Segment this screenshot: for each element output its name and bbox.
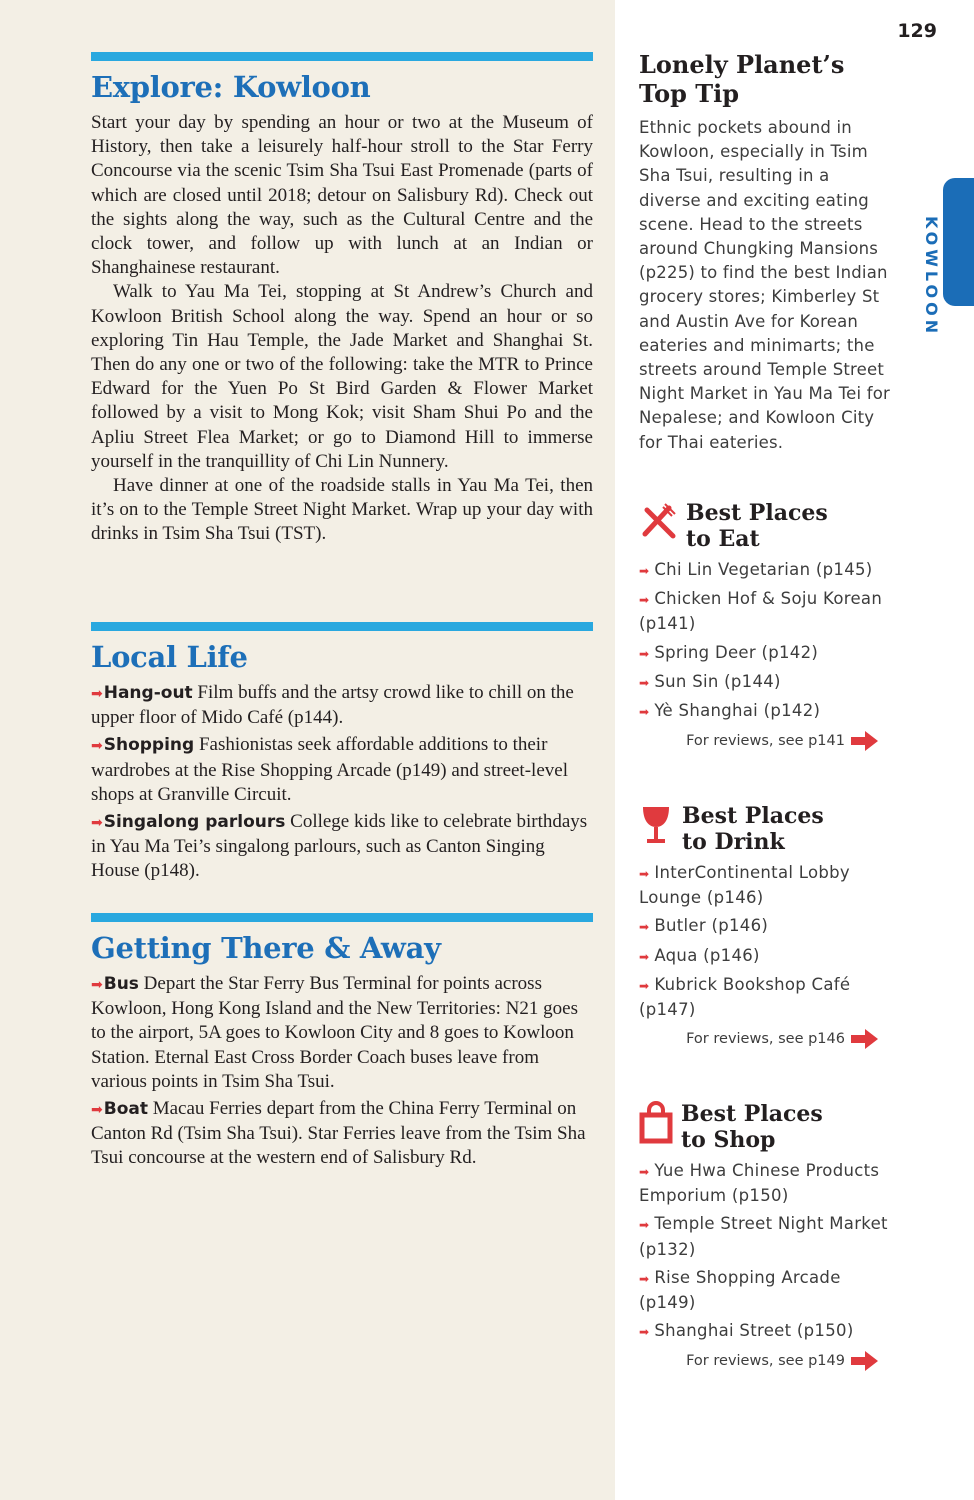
arrow-right-icon [851,1028,879,1050]
list-item [639,587,894,636]
list-item-text: Butler (p146) [654,916,769,936]
item-text: College kids like to celebrate birthdays in Yau Ma Tei’s singalong parlours, such as Canton Singing House (p148). [91,811,588,882]
explore-section [91,52,593,547]
best-eat-title [686,500,828,552]
item-lead: Boat [103,1099,148,1120]
explore-paragraph-2: Walk to Yau Ma Tei, stopping at St Andrew’s Church and Kowloon British School along the way. Spend an hour or so exploring Tin Hau Temple, the Jade Market and Shanghai St. Then do any one or two of the following: take the MTR to Prince Edward for the Yuen Po St Bird Garden & Flower Market followed by a visit to Mong Kok; visit Sham Shui Po and the Apliu Street Flea Market; or go to Diamond Hill to immerse yourself in the tranquillity of Chi Lin Nunnery. [91,281,593,472]
getting-there-section [91,913,593,1174]
arrow-icon: ➡ [639,1165,650,1179]
getting-there-item [91,972,593,1094]
section-rule [91,622,593,631]
top-tip-title-line-2: Top Tip [639,79,740,108]
list-item-text: Sun Sin (p144) [654,671,781,691]
item-lead: Shopping [103,735,195,756]
arrow-icon: ➡ [91,1102,103,1119]
item-lead: Hang-out [103,683,193,703]
page-number: 129 [897,20,937,42]
list-item [639,670,894,695]
best-eat-header [639,500,894,558]
getting-there-item [91,1097,593,1171]
item-lead: Bus [103,974,139,994]
list-item-text: Yè Shanghai (p142) [654,701,821,721]
list-item-text: Yue Hwa Chinese Products Emporium (p150) [639,1161,880,1206]
list-item-text: Aqua (p146) [654,945,760,965]
top-tip-title [639,50,844,108]
arrow-icon: ➡ [639,675,650,690]
item-text: Macau Ferries depart from the China Ferry Terminal on Canton Rd (Tsim Sha Tsui). Star Ferries leave from the Tsim Sha Tsui concourse at the western end of Salisbury Rd. [91,1098,586,1169]
list-item [639,944,894,969]
reviews-text: For reviews, see p141 [686,733,845,750]
list-item-text: Temple Street Night Market (p132) [639,1214,888,1259]
best-shop-box [639,1101,894,1372]
best-shop-reviews-link[interactable] [639,1350,894,1372]
best-eat-title-line-2: to Eat [686,526,760,552]
best-shop-title-line-2: to Shop [681,1127,776,1153]
section-rule [91,52,593,61]
list-item-text: Chicken Hof & Soju Korean (p141) [639,589,883,634]
best-eat-reviews-link[interactable] [639,730,894,752]
best-drink-box [639,803,894,1050]
list-item [639,1319,894,1344]
top-tip-body: Ethnic pockets abound in Kowloon, especially in Tsim Sha Tsui, resulting in a diverse and exciting eating scene. Head to the streets around Chungking Mansions (p225) to find the best Indian grocery stores; Kimberley St and Austin Ave for Korean eateries and minimarts; the streets around Temple Street Night Market in Yau Ma Tei for Nepalese; and Kowloon City for Thai eateries. [639,118,890,452]
item-text: Depart the Star Ferry Bus Terminal for points across Kowloon, Hong Kong Island and the New Territories: N21 goes to the airport, 5A goes to Kowloon City and 8 goes to Kowloon Station. Eternal East Cross Border Coach buses leave from various points in Tsim Sha Tsui. [91,973,578,1092]
list-item-text: Shanghai Street (p150) [654,1321,854,1341]
arrow-icon: ➡ [639,646,650,661]
local-life-item [91,733,593,807]
list-item [639,1159,894,1208]
best-eat-box [639,500,894,752]
list-item [639,558,894,583]
arrow-icon: ➡ [639,920,650,935]
arrow-right-icon [851,1350,879,1372]
arrow-icon: ➡ [91,977,103,993]
best-shop-title-line-1: Best Places [681,1101,823,1127]
list-item-text: Kubrick Bookshop Café (p147) [639,974,851,1020]
local-life-item [91,681,593,730]
best-drink-title-line-2: to Drink [682,829,785,855]
arrow-icon: ➡ [91,738,103,755]
best-eat-title-line-1: Best Places [686,500,828,526]
arrow-icon: ➡ [639,1218,650,1233]
best-eat-list [639,558,894,724]
side-tab-label: KOWLOON [922,216,941,338]
list-item [639,699,894,724]
getting-there-title: Getting There & Away [91,931,441,965]
reviews-text: For reviews, see p146 [686,1031,845,1048]
best-shop-title [681,1101,823,1153]
list-item [639,973,894,1022]
explore-title: Explore: Kowloon [91,70,371,104]
best-drink-header [639,803,894,861]
local-life-section [91,622,593,887]
top-tip-title-line-1: Lonely Planet’s [639,50,845,79]
item-lead: Singalong parlours [103,812,286,833]
arrow-icon: ➡ [639,978,650,993]
list-item-text: InterContinental Lobby Lounge (p146) [639,863,851,908]
explore-paragraph-1: Start your day by spending an hour or two at the Museum of History, then take a leisurely half-hour stroll to the Star Ferry Concourse via the scenic Tsim Sha Tsui East Promenade (parts of which are closed until 2018; detour on Salisbury Rd). Check out the sights along the way, such as the Cultural Centre and the clock tower, and follow up with lunch at an Indian or Shanghainese restaurant. [91,112,593,279]
list-item [639,1266,894,1315]
best-drink-title-line-1: Best Places [682,803,824,829]
item-text: Film buffs and the artsy crowd like to chill on the upper floor of Mido Café (p144). [91,682,574,729]
list-item-text: Spring Deer (p142) [654,642,819,662]
item-text: Fashionistas seek affordable additions to their wardrobes at the Rise Shopping Arcade (p149) and street-level shops at Granville Circuit. [91,734,568,805]
arrow-icon: ➡ [639,867,650,881]
arrow-icon: ➡ [639,564,650,578]
arrow-icon: ➡ [639,705,650,720]
explore-paragraph-3: Have dinner at one of the roadside stalls in Yau Ma Tei, then it’s on to the Temple Street Night Market. Wrap up your day with drinks in Tsim Sha Tsui (TST). [91,475,593,545]
best-drink-title [682,803,824,855]
list-item-text: Rise Shopping Arcade (p149) [639,1267,841,1313]
best-shop-header [639,1101,894,1159]
shopping-bag-icon [639,1101,673,1145]
arrow-icon: ➡ [639,949,650,964]
list-item [639,861,894,910]
local-life-title: Local Life [91,640,248,674]
list-item [639,1212,894,1261]
arrow-right-icon [851,730,879,752]
arrow-icon: ➡ [639,1325,650,1340]
local-life-item [91,810,593,884]
list-item-text: Chi Lin Vegetarian (p145) [654,560,873,579]
list-item [639,641,894,666]
reviews-text: For reviews, see p149 [686,1353,845,1370]
fork-knife-icon [639,500,679,542]
arrow-icon: ➡ [639,593,650,608]
arrow-icon: ➡ [639,1271,650,1286]
arrow-icon: ➡ [91,686,103,702]
best-drink-list [639,861,894,1022]
side-tab [943,178,974,306]
best-drink-reviews-link[interactable] [639,1028,894,1050]
section-rule [91,913,593,922]
best-shop-list [639,1159,894,1344]
list-item [639,914,894,939]
arrow-icon: ➡ [91,815,103,832]
wine-glass-icon [639,803,673,847]
